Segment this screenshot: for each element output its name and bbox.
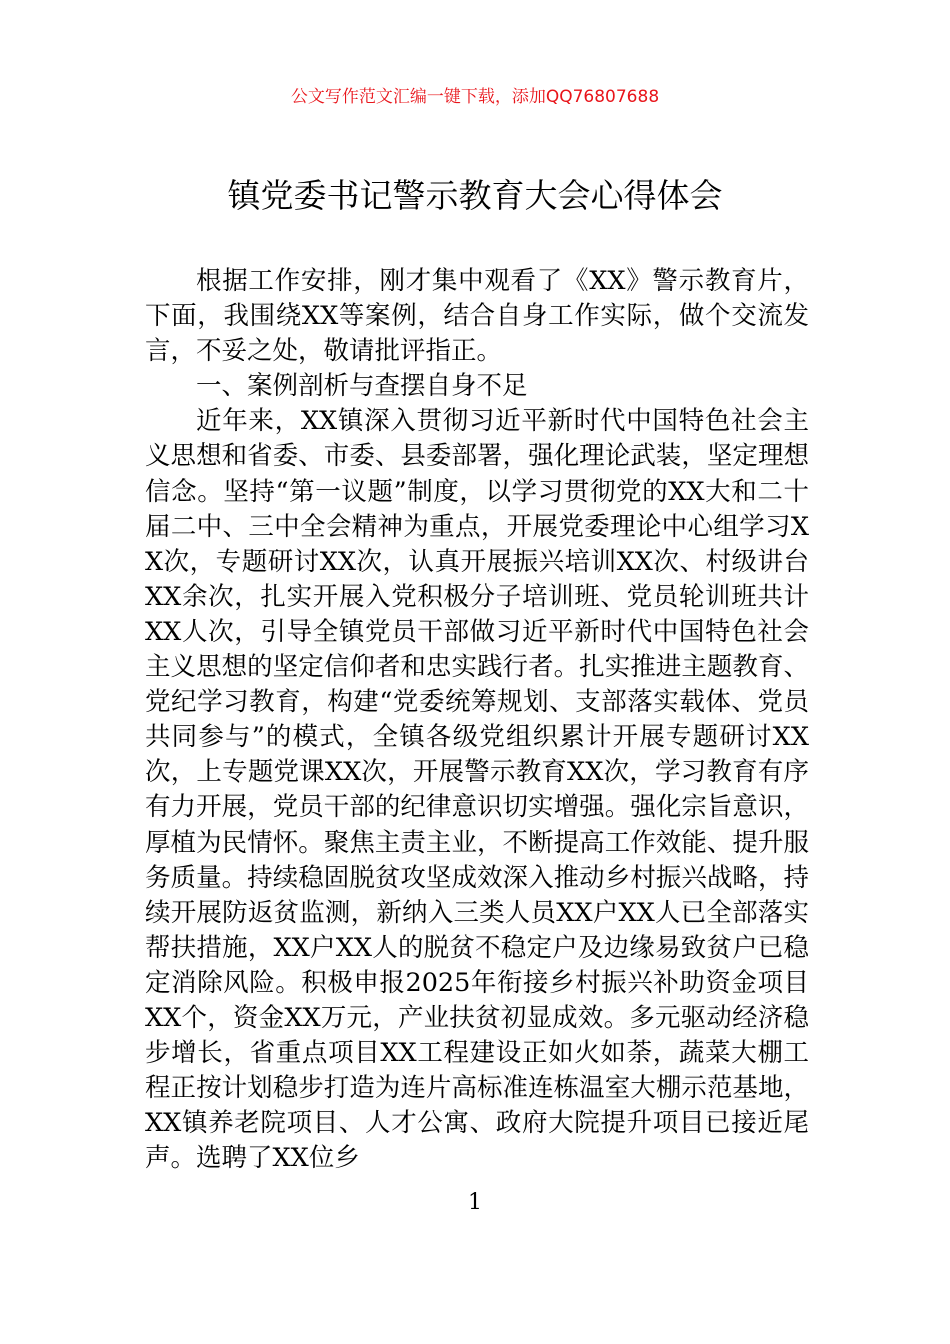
section-heading: 一、案例剖析与查摆自身不足	[196, 371, 528, 402]
document-title: 镇党委书记警示教育大会心得体会	[227, 176, 723, 215]
download-banner: 公文写作范文汇编一键下载，添加QQ76807688	[290, 87, 660, 107]
document-body	[145, 264, 809, 1176]
body-paragraph: 近年来，XX镇深入贯彻习近平新时代中国特色社会主义思想和省委、市委、县委部署，强化理论武装，坚定理想信念。坚持“第一议题”制度，以学习贯彻党的XX大和二十届二中、三中全会精神为重点，开展党委理论中心组学习XX次，专题研讨XX次，认真开展振兴培训XX次、村级讲台XX余次，扎实开展入党积极分子培训班、党员轮训班共计XX人次，引导全镇党员干部做习近平新时代中国特色社会主义思想的坚定信仰者和忠实践行者。扎实推进主题教育、党纪学习教育，构建“党委统筹规划、支部落实载体、党员共同参与”的模式，全镇各级党组织累计开展专题研讨XX次，上专题党课XX次，开展警示教育XX次，学习教育有序有力开展，党员干部的纪律意识切实增强。强化宗旨意识，厚植为民情怀。聚焦主责主业，不断提高工作效能、提升服务质量。持续稳固脱贫攻坚成效深入推动乡村振兴战略，持续开展防返贫监测，新纳入三类人员XX户XX人已全部落实帮扶措施，XX户XX人的脱贫不稳定户及边缘易致贫户已稳定消除风险。积极申报2025年衔接乡村振兴补助资金项目XX个，资金XX万元，产业扶贫初显成效。多元驱动经济稳步增长，省重点项目XX工程建设正如火如荼，蔬菜大棚工程正按计划稳步打造为连片高标准连栋温室大棚示范基地，XX镇养老院项目、人才公寓、政府大院提升项目已接近尾声。选聘了XX位乡	[145, 406, 809, 1174]
page-number: 1	[468, 1190, 482, 1215]
intro-paragraph: 根据工作安排，刚才集中观看了《XX》警示教育片，下面，我围绕XX等案例，结合自身工作实际，做个交流发言，不妥之处，敬请批评指正。	[145, 266, 809, 367]
